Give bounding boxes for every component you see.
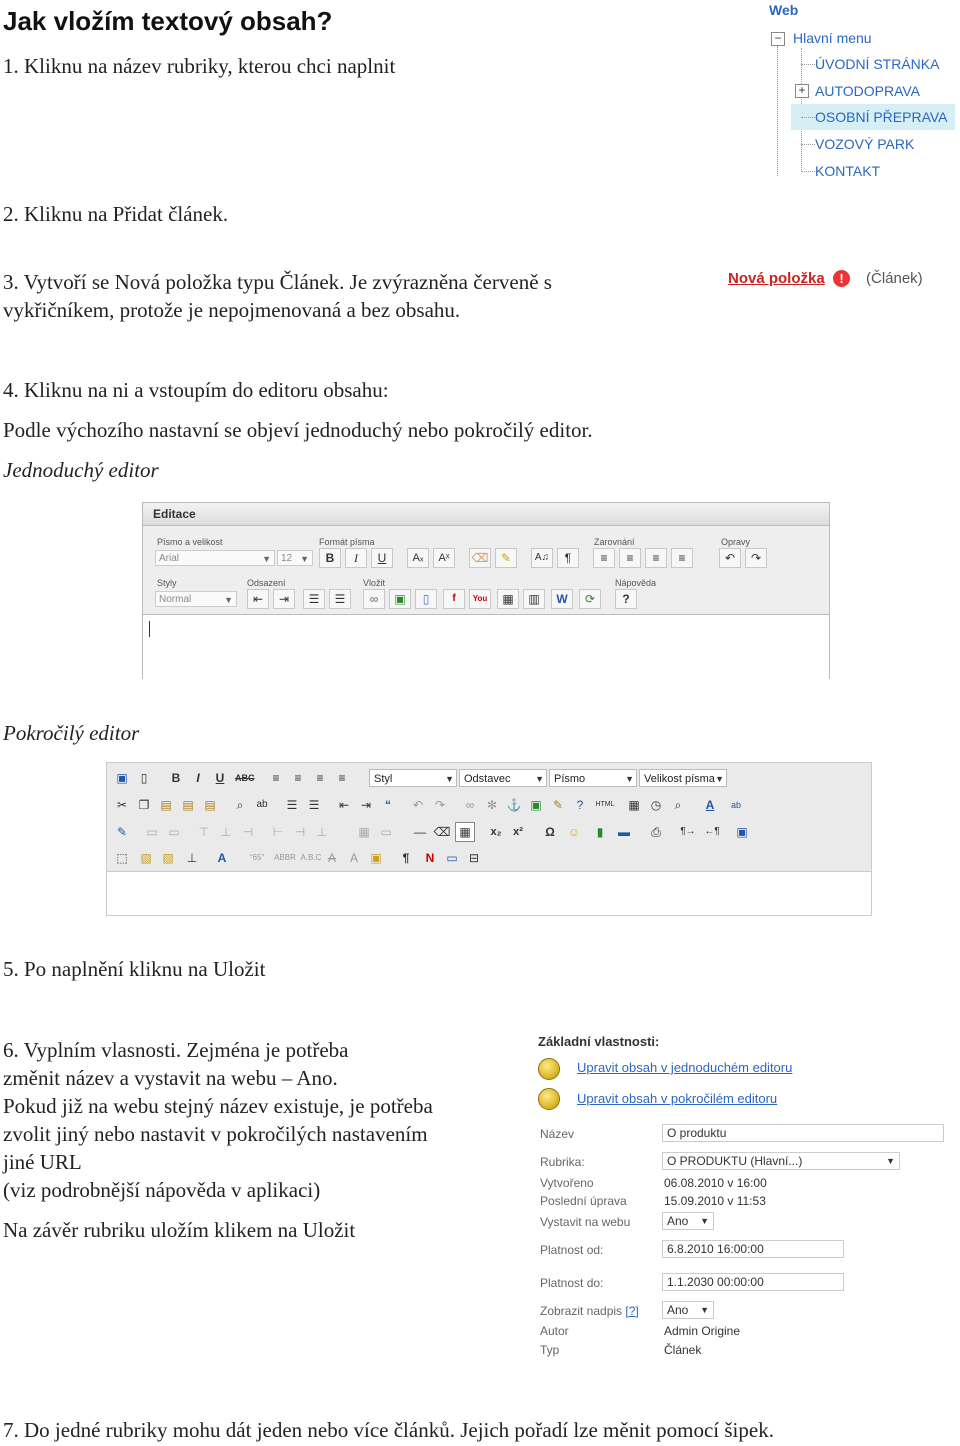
created-value: 06.08.2010 v 16:00: [664, 1176, 767, 1190]
author-label: Autor: [540, 1324, 569, 1338]
properties-heading: Základní vlastnosti:: [538, 1034, 660, 1049]
group-label-format: Formát písma: [319, 537, 375, 547]
section-label: Rubrika:: [540, 1155, 585, 1169]
tree-item-kontakt[interactable]: KONTAKT: [815, 163, 881, 179]
image-icon[interactable]: ▣: [389, 589, 411, 609]
bullet-list-icon[interactable]: ☰: [303, 589, 325, 609]
step-6-line-4: zvolit jiný nebo nastavit v pokročilých nastavením: [3, 1122, 428, 1146]
type-label: Typ: [540, 1343, 560, 1357]
pilcrow-icon[interactable]: ¶: [557, 548, 579, 568]
adv-align-center-icon[interactable]: ≡: [294, 771, 302, 785]
author-value: Admin Origine: [664, 1324, 741, 1338]
del-icon[interactable]: A: [327, 851, 336, 865]
subscript-button[interactable]: Aₓ: [407, 548, 429, 568]
style-select[interactable]: Normal ▼: [155, 591, 237, 607]
edit-simple-link[interactable]: Upravit obsah v jednoduchém editoru: [577, 1060, 793, 1075]
help-link[interactable]: [?]: [625, 1304, 639, 1318]
layer-up-icon[interactable]: ▧: [162, 851, 174, 865]
tree-item-uvodni[interactable]: ÚVODNÍ STRÁNKA: [815, 56, 940, 72]
italic-button[interactable]: I: [345, 548, 367, 568]
save-icon[interactable]: ▣: [116, 771, 128, 785]
page-break-icon[interactable]: ▬: [618, 825, 630, 839]
publish-label: Vystavit na webu: [540, 1215, 631, 1229]
adv-indent-icon[interactable]: ⇥: [360, 798, 372, 812]
adv-align-left-icon[interactable]: ≡: [272, 771, 280, 785]
align-center-icon[interactable]: ≡: [619, 548, 641, 568]
publish-select[interactable]: Ano ▼: [662, 1212, 714, 1230]
adv-image-icon[interactable]: ▣: [530, 798, 542, 812]
step-3-line-1: 3. Vytvoří se Nová položka typu Článek. Je zvýrazněna červeně s: [3, 270, 552, 294]
attributes-icon[interactable]: ▣: [370, 851, 382, 865]
insert-col-before-icon[interactable]: ⊢: [272, 825, 284, 839]
valid-from-input[interactable]: 6.8.2010 16:00:00: [662, 1240, 844, 1258]
step-7: 7. Do jedné rubriky mohu dát jeden nebo více článků. Jejich pořadí lze měnit pomocí šipek.: [3, 1418, 774, 1442]
show-title-select[interactable]: Ano ▼: [662, 1301, 714, 1319]
modified-value: 15.09.2010 v 11:53: [664, 1194, 766, 1208]
font-select[interactable]: Arial ▼: [155, 550, 275, 566]
numbered-list-icon[interactable]: ☰: [329, 589, 351, 609]
cite-icon[interactable]: “65”: [249, 853, 265, 862]
visual-chars-icon[interactable]: ¶: [402, 851, 410, 865]
advanced-editor-heading: Pokročilý editor: [3, 721, 140, 745]
new-page-icon[interactable]: ▯: [140, 771, 148, 785]
template-icon[interactable]: ▭: [446, 851, 458, 865]
undo-icon[interactable]: ↶: [719, 548, 741, 568]
name-label: Název: [540, 1127, 575, 1141]
show-title-label: Zobrazit nadpis [?]: [540, 1304, 639, 1318]
emoticon-icon[interactable]: ☺: [567, 825, 581, 839]
delete-col-icon[interactable]: ⊥: [316, 825, 328, 839]
fullscreen-icon[interactable]: ▣: [736, 825, 748, 839]
abbr-icon[interactable]: ABBR: [274, 853, 296, 862]
step-6-line-2: změnit název a vystavit na webu – Ano.: [3, 1066, 338, 1090]
document-icon[interactable]: ▯: [415, 589, 437, 609]
print-icon[interactable]: ⎙: [651, 825, 661, 839]
ins-icon[interactable]: A: [349, 851, 358, 865]
html-source-icon[interactable]: HTML: [595, 801, 615, 808]
edit-advanced-link[interactable]: Upravit obsah v pokročilém editoru: [577, 1091, 778, 1106]
adv-align-right-icon[interactable]: ≡: [316, 771, 324, 785]
align-right-icon[interactable]: ≡: [645, 548, 667, 568]
horizontal-rule-icon[interactable]: —: [414, 825, 426, 839]
new-item-type: (Článek): [866, 270, 923, 287]
strike-button[interactable]: ABC: [235, 773, 255, 783]
group-label-help: Nápověda: [615, 578, 657, 588]
step-3-line-2: vykřičníkem, protože je nepojmenovaná a bez obsahu.: [3, 298, 461, 322]
step-6-line-3: Pokud již na webu stejný název existuje, je potřeba: [3, 1094, 433, 1118]
paste-icon[interactable]: ▤: [160, 798, 172, 812]
indent-decrease-icon[interactable]: ⇤: [247, 589, 269, 609]
highlight-icon[interactable]: ✎: [495, 548, 517, 568]
warning-icon: !: [833, 270, 850, 287]
cleanup-icon[interactable]: ✎: [552, 798, 564, 812]
clear-format-icon[interactable]: ⌫: [469, 548, 491, 568]
find-icon[interactable]: ⌕: [236, 798, 244, 812]
name-input[interactable]: O produktu: [662, 1124, 944, 1142]
valid-from-label: Platnost od:: [540, 1243, 604, 1257]
modified-label: Poslední úprava: [540, 1194, 627, 1208]
adv-redo-icon[interactable]: ↷: [434, 798, 446, 812]
simple-editor-heading: Jednoduchý editor: [3, 458, 159, 482]
edit-css-icon[interactable]: ✎: [116, 825, 128, 839]
insert-row-before-icon[interactable]: ⊤: [198, 825, 210, 839]
adv-spellcheck-icon[interactable]: ab: [730, 800, 741, 810]
style-dropdown[interactable]: Styl ▼: [369, 769, 457, 787]
visual-aid-icon[interactable]: ⬚: [116, 851, 128, 865]
adv-help-icon[interactable]: ?: [576, 798, 584, 812]
collapse-icon[interactable]: −: [771, 32, 785, 46]
tree-root-web[interactable]: Web: [769, 2, 799, 18]
simple-editor-header: Editace: [143, 503, 829, 526]
style-props-icon[interactable]: A: [217, 851, 227, 865]
adv-italic-button[interactable]: I: [196, 771, 200, 785]
spellcheck-icon[interactable]: A♫: [531, 548, 553, 568]
time-icon[interactable]: ◷: [650, 798, 662, 812]
step-1: 1. Kliknu na název rubriky, kterou chci naplnit: [3, 54, 396, 78]
adv-bold-button[interactable]: B: [171, 771, 181, 785]
adv-subscript-icon[interactable]: x₂: [490, 826, 502, 838]
superscript-button[interactable]: Aˣ: [433, 548, 455, 568]
underline-button[interactable]: U: [371, 548, 393, 568]
step-6-line-1: 6. Vyplním vlasnosti. Zejména je potřeba: [3, 1038, 349, 1062]
tree-item-autodoprava[interactable]: AUTODOPRAVA: [815, 83, 921, 99]
media-icon[interactable]: ▮: [596, 825, 604, 839]
properties-panel: [534, 1030, 954, 1360]
youtube-icon[interactable]: You: [469, 589, 491, 609]
unlink-icon[interactable]: ✻: [486, 798, 498, 812]
refresh-icon[interactable]: ⟳: [579, 589, 601, 609]
form-field-icon[interactable]: ▭: [168, 825, 180, 839]
columns-icon[interactable]: ▥: [523, 589, 545, 609]
tree-item-vozovy-park[interactable]: VOZOVÝ PARK: [815, 136, 915, 152]
delete-row-icon[interactable]: ⊣: [242, 825, 254, 839]
redo-icon[interactable]: ↷: [745, 548, 767, 568]
replace-icon[interactable]: ab: [256, 799, 268, 810]
advanced-editor-content[interactable]: [107, 872, 871, 915]
table-insert-icon[interactable]: ▦: [455, 822, 475, 842]
advanced-editor: [106, 762, 872, 916]
word-icon[interactable]: W: [551, 589, 573, 609]
form-icon[interactable]: ▭: [146, 825, 158, 839]
adv-align-justify-icon[interactable]: ≡: [338, 771, 346, 785]
step-6-line-7: Na závěr rubriku uložím klikem na Uložit: [3, 1218, 356, 1242]
pencil-icon: [538, 1088, 560, 1110]
size-dropdown[interactable]: Velikost písma ▼: [639, 769, 727, 787]
page-title: Jak vložím textový obsah?: [3, 6, 333, 36]
link-icon[interactable]: ∞: [363, 589, 385, 609]
insert-row-after-icon[interactable]: ⊥: [220, 825, 232, 839]
valid-to-input[interactable]: 1.1.2030 00:00:00: [662, 1273, 844, 1291]
simple-editor-content[interactable]: [143, 615, 829, 679]
tree-main-menu[interactable]: Hlavní menu: [793, 30, 872, 46]
absolute-position-icon[interactable]: ⊥: [186, 851, 198, 865]
step-6-line-6: (viz podrobnější nápověda v aplikaci): [3, 1178, 321, 1202]
merge-cells-icon[interactable]: ▭: [380, 825, 392, 839]
size-select[interactable]: 12 ▼: [277, 550, 313, 566]
adv-numbered-list-icon[interactable]: ☰: [286, 798, 298, 812]
adv-outdent-icon[interactable]: ⇤: [338, 798, 350, 812]
pagebreak2-icon[interactable]: ⊟: [468, 851, 480, 865]
layer-icon[interactable]: ▧: [140, 851, 152, 865]
step-4: 4. Kliknu na ni a vstoupím do editoru obsahu:: [3, 378, 389, 402]
help-button[interactable]: ?: [615, 589, 637, 609]
site-tree: [765, 0, 955, 185]
expand-icon[interactable]: +: [795, 84, 809, 98]
type-value: Článek: [664, 1343, 702, 1357]
adv-bullet-list-icon[interactable]: ☰: [308, 798, 320, 812]
insert-col-after-icon[interactable]: ⊣: [294, 825, 306, 839]
table-icon[interactable]: ▦: [497, 589, 519, 609]
date-icon[interactable]: ▦: [628, 798, 640, 812]
anchor-icon[interactable]: ⚓: [506, 798, 522, 812]
section-select[interactable]: O PRODUKTU (Hlavní...) ▼: [662, 1152, 900, 1170]
text-color-icon[interactable]: A: [705, 798, 715, 812]
acronym-icon[interactable]: A.B.C: [300, 853, 322, 862]
paste-word-icon[interactable]: ▤: [204, 798, 216, 812]
adv-link-icon[interactable]: ∞: [465, 798, 475, 812]
flash-icon[interactable]: f: [443, 589, 465, 609]
created-label: Vytvořeno: [540, 1176, 594, 1190]
indent-increase-icon[interactable]: ⇥: [273, 589, 295, 609]
simple-editor: [142, 502, 830, 679]
step-6-line-5: jiné URL: [3, 1150, 82, 1174]
cut-icon[interactable]: ✂: [116, 798, 128, 812]
group-label-fix: Opravy: [721, 537, 751, 547]
group-label-style: Styly: [157, 578, 177, 588]
group-label-indent: Odsazení: [247, 578, 286, 588]
align-justify-icon[interactable]: ≡: [671, 548, 693, 568]
simple-toolbar: [143, 526, 829, 615]
group-label-insert: Vložit: [363, 578, 386, 588]
align-left-icon[interactable]: ≡: [593, 548, 615, 568]
font-dropdown[interactable]: Písmo ▼: [549, 769, 637, 787]
new-item-link[interactable]: Nová položka: [728, 270, 825, 287]
bold-button[interactable]: B: [319, 548, 341, 568]
split-cells-icon[interactable]: ▦: [358, 825, 370, 839]
preview-icon[interactable]: ⌕: [674, 798, 682, 812]
rtl-icon[interactable]: ←¶: [704, 826, 720, 837]
pencil-icon: [538, 1058, 560, 1080]
adv-superscript-icon[interactable]: x²: [513, 826, 523, 838]
eraser-icon[interactable]: ⌫: [433, 825, 451, 839]
format-dropdown[interactable]: Odstavec ▼: [459, 769, 547, 787]
step-2: 2. Kliknu na Přidat článek.: [3, 202, 229, 226]
blockquote-icon[interactable]: “: [385, 798, 391, 812]
adv-underline-button[interactable]: U: [215, 771, 225, 785]
valid-to-label: Platnost do:: [540, 1276, 604, 1290]
special-char-icon[interactable]: Ω: [545, 825, 555, 839]
ltr-icon[interactable]: ¶→: [680, 826, 696, 837]
tree-item-osobni-preprava[interactable]: OSOBNÍ PŘEPRAVA: [815, 109, 948, 125]
nonbreaking-icon[interactable]: N: [425, 851, 435, 865]
adv-undo-icon[interactable]: ↶: [412, 798, 424, 812]
step-4-note: Podle výchozího nastavní se objeví jednoduchý nebo pokročilý editor.: [3, 418, 593, 442]
advanced-toolbar: [107, 763, 871, 872]
paste-text-icon[interactable]: ▤: [182, 798, 194, 812]
group-label-align: Zarovnání: [594, 537, 635, 547]
copy-icon[interactable]: ❐: [138, 798, 150, 812]
step-5: 5. Po naplnění kliknu na Uložit: [3, 957, 266, 981]
group-label-font: Písmo a velikost: [157, 537, 223, 547]
